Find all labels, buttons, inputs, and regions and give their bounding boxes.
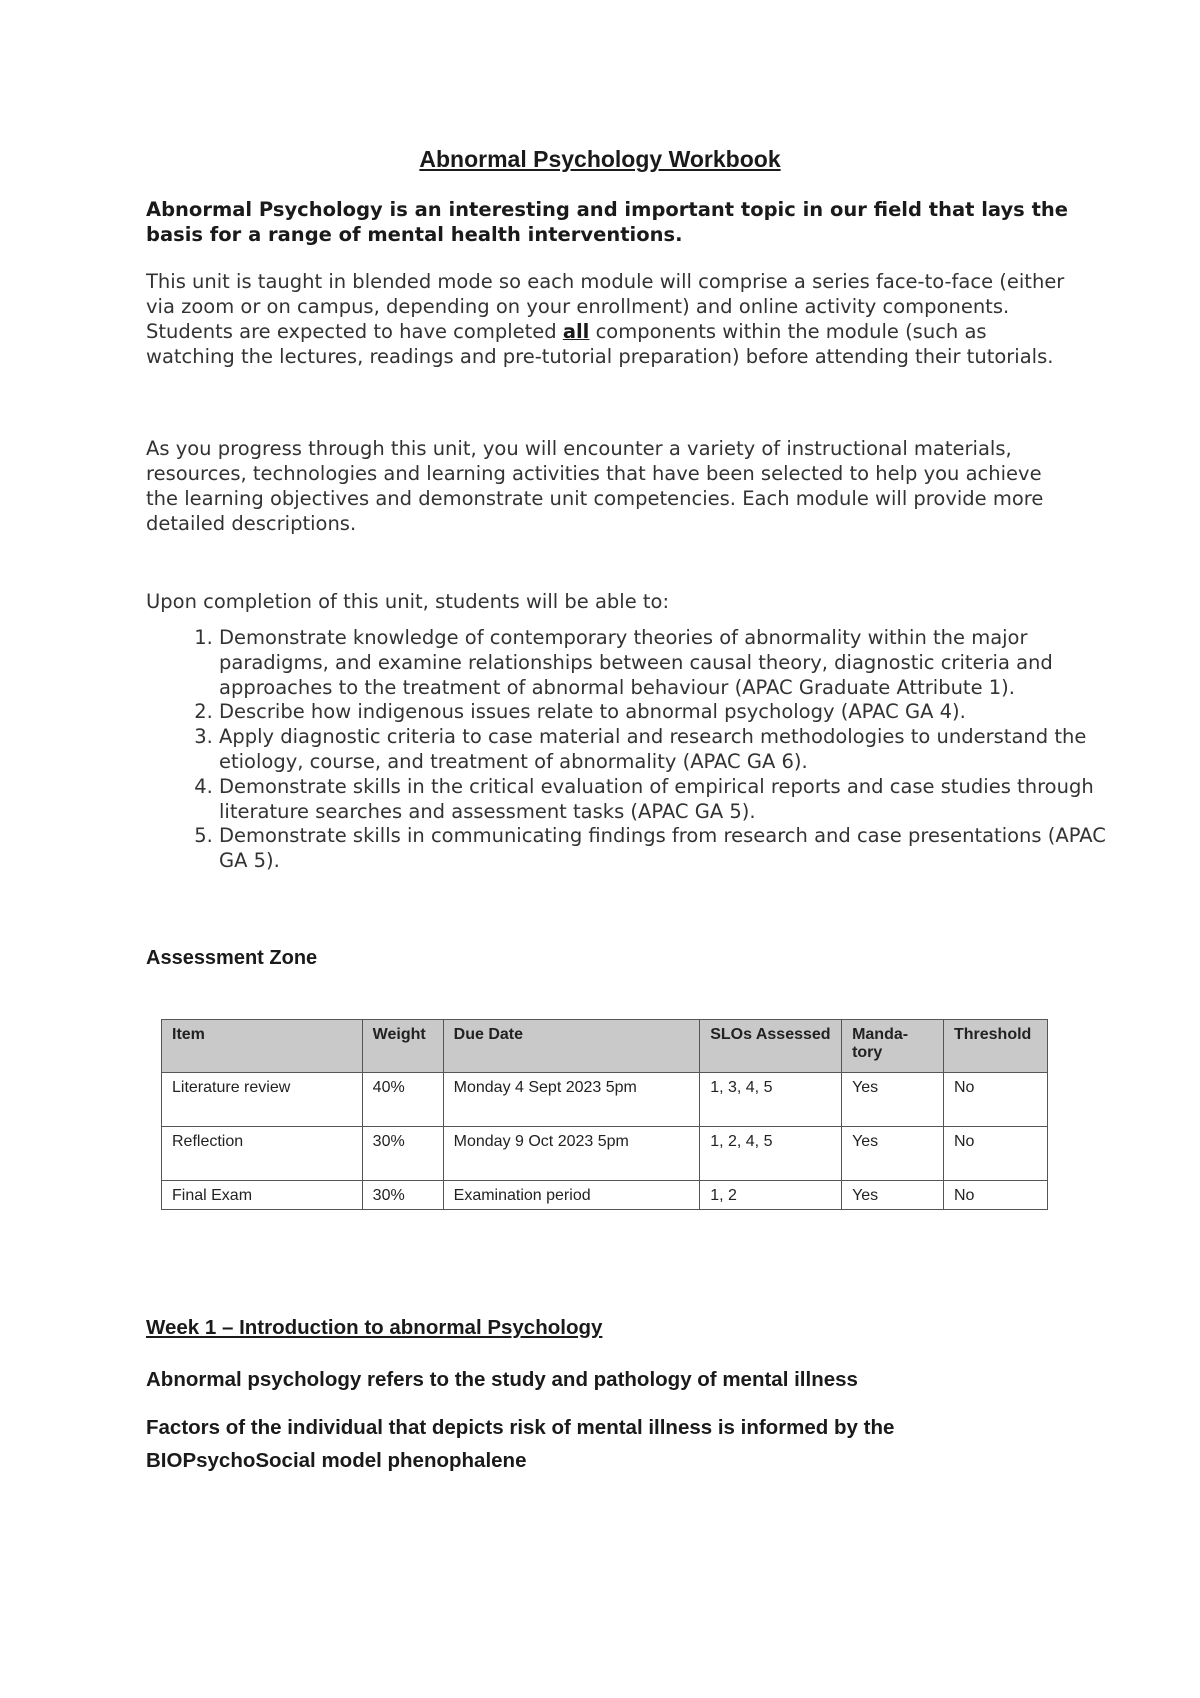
week1-heading: Week 1 – Introduction to abnormal Psychology <box>146 1316 603 1339</box>
table-cell: No <box>943 1181 1047 1210</box>
table-cell: Literature review <box>162 1073 363 1127</box>
assessment-table <box>161 1019 1048 1210</box>
table-cell: 1, 2, 4, 5 <box>700 1127 842 1181</box>
table-row <box>162 1181 1048 1210</box>
table-header: Manda-tory <box>842 1020 944 1073</box>
table-cell: Yes <box>842 1073 944 1127</box>
table-cell: No <box>943 1073 1047 1127</box>
table-header: Weight <box>362 1020 443 1073</box>
blended-mode-paragraph <box>146 269 1076 369</box>
table-cell: 1, 3, 4, 5 <box>700 1073 842 1127</box>
table-cell: Reflection <box>162 1127 363 1181</box>
table-header: Item <box>162 1020 363 1073</box>
table-header-row <box>162 1020 1048 1073</box>
assessment-heading: Assessment Zone <box>146 947 318 969</box>
emphasis-all: all <box>562 320 590 343</box>
objective-item: 4. Demonstrate skills in the critical evaluation of empirical reports and case studies through literature searches and assessment tasks (APAC GA 5). <box>219 775 1119 825</box>
table-cell: Monday 4 Sept 2023 5pm <box>443 1073 700 1127</box>
progress-paragraph: As you progress through this unit, you will encounter a variety of instructional materials, resources, technologies and learning activities that have been selected to help you achieve the learning objectives and demonstrate unit competencies. Each module will provide more detailed descriptions. <box>146 437 1044 535</box>
paragraph-text: This unit is taught in blended mode so each module will comprise a series face-to-face (either via zoom or on campus, depending on your enrollment) and online activity components. Students are expected to have completed <box>146 270 1065 343</box>
objective-item: 1. Demonstrate knowledge of contemporary theories of abnormality within the major paradigms, and examine relationships between causal theory, diagnostic criteria and approaches to the treatment of abnormal behaviour (APAC Graduate Attribute 1). <box>219 626 1119 700</box>
week1-note: Factors of the individual that depicts risk of mental illness is informed by the BIOPsychoSocial model phenophalene <box>146 1416 895 1472</box>
table-cell: Examination period <box>443 1181 700 1210</box>
learning-objectives-list <box>146 626 1119 874</box>
intro-lead: Abnormal Psychology is an interesting and important topic in our field that lays the basis for a range of mental health interventions. <box>146 198 1068 246</box>
completion-intro: Upon completion of this unit, students will be able to: <box>146 590 670 613</box>
objective-item: 3. Apply diagnostic criteria to case material and research methodologies to understand the etiology, course, and treatment of abnormality (APAC GA 6). <box>219 725 1119 775</box>
table-cell: 30% <box>362 1181 443 1210</box>
table-cell: Yes <box>842 1127 944 1181</box>
document-title: Abnormal Psychology Workbook <box>419 146 781 172</box>
objective-item: 5. Demonstrate skills in communicating findings from research and case presentations (APAC GA 5). <box>219 824 1119 874</box>
table-cell: Yes <box>842 1181 944 1210</box>
table-cell: Final Exam <box>162 1181 363 1210</box>
paragraph-text: components within the module (such as watching the lectures, readings and pre-tutorial preparation) before attending their tutorials. <box>146 320 1054 368</box>
objective-item: 2. Describe how indigenous issues relate to abnormal psychology (APAC GA 4). <box>219 700 1119 725</box>
table-cell: 30% <box>362 1127 443 1181</box>
table-cell: 1, 2 <box>700 1181 842 1210</box>
table-header: SLOs Assessed <box>700 1020 842 1073</box>
table-cell: 40% <box>362 1073 443 1127</box>
table-row <box>162 1127 1048 1181</box>
week1-note: Abnormal psychology refers to the study and pathology of mental illness <box>146 1368 858 1391</box>
table-cell: No <box>943 1127 1047 1181</box>
table-header: Due Date <box>443 1020 700 1073</box>
table-cell: Monday 9 Oct 2023 5pm <box>443 1127 700 1181</box>
table-header: Threshold <box>943 1020 1047 1073</box>
table-row <box>162 1073 1048 1127</box>
